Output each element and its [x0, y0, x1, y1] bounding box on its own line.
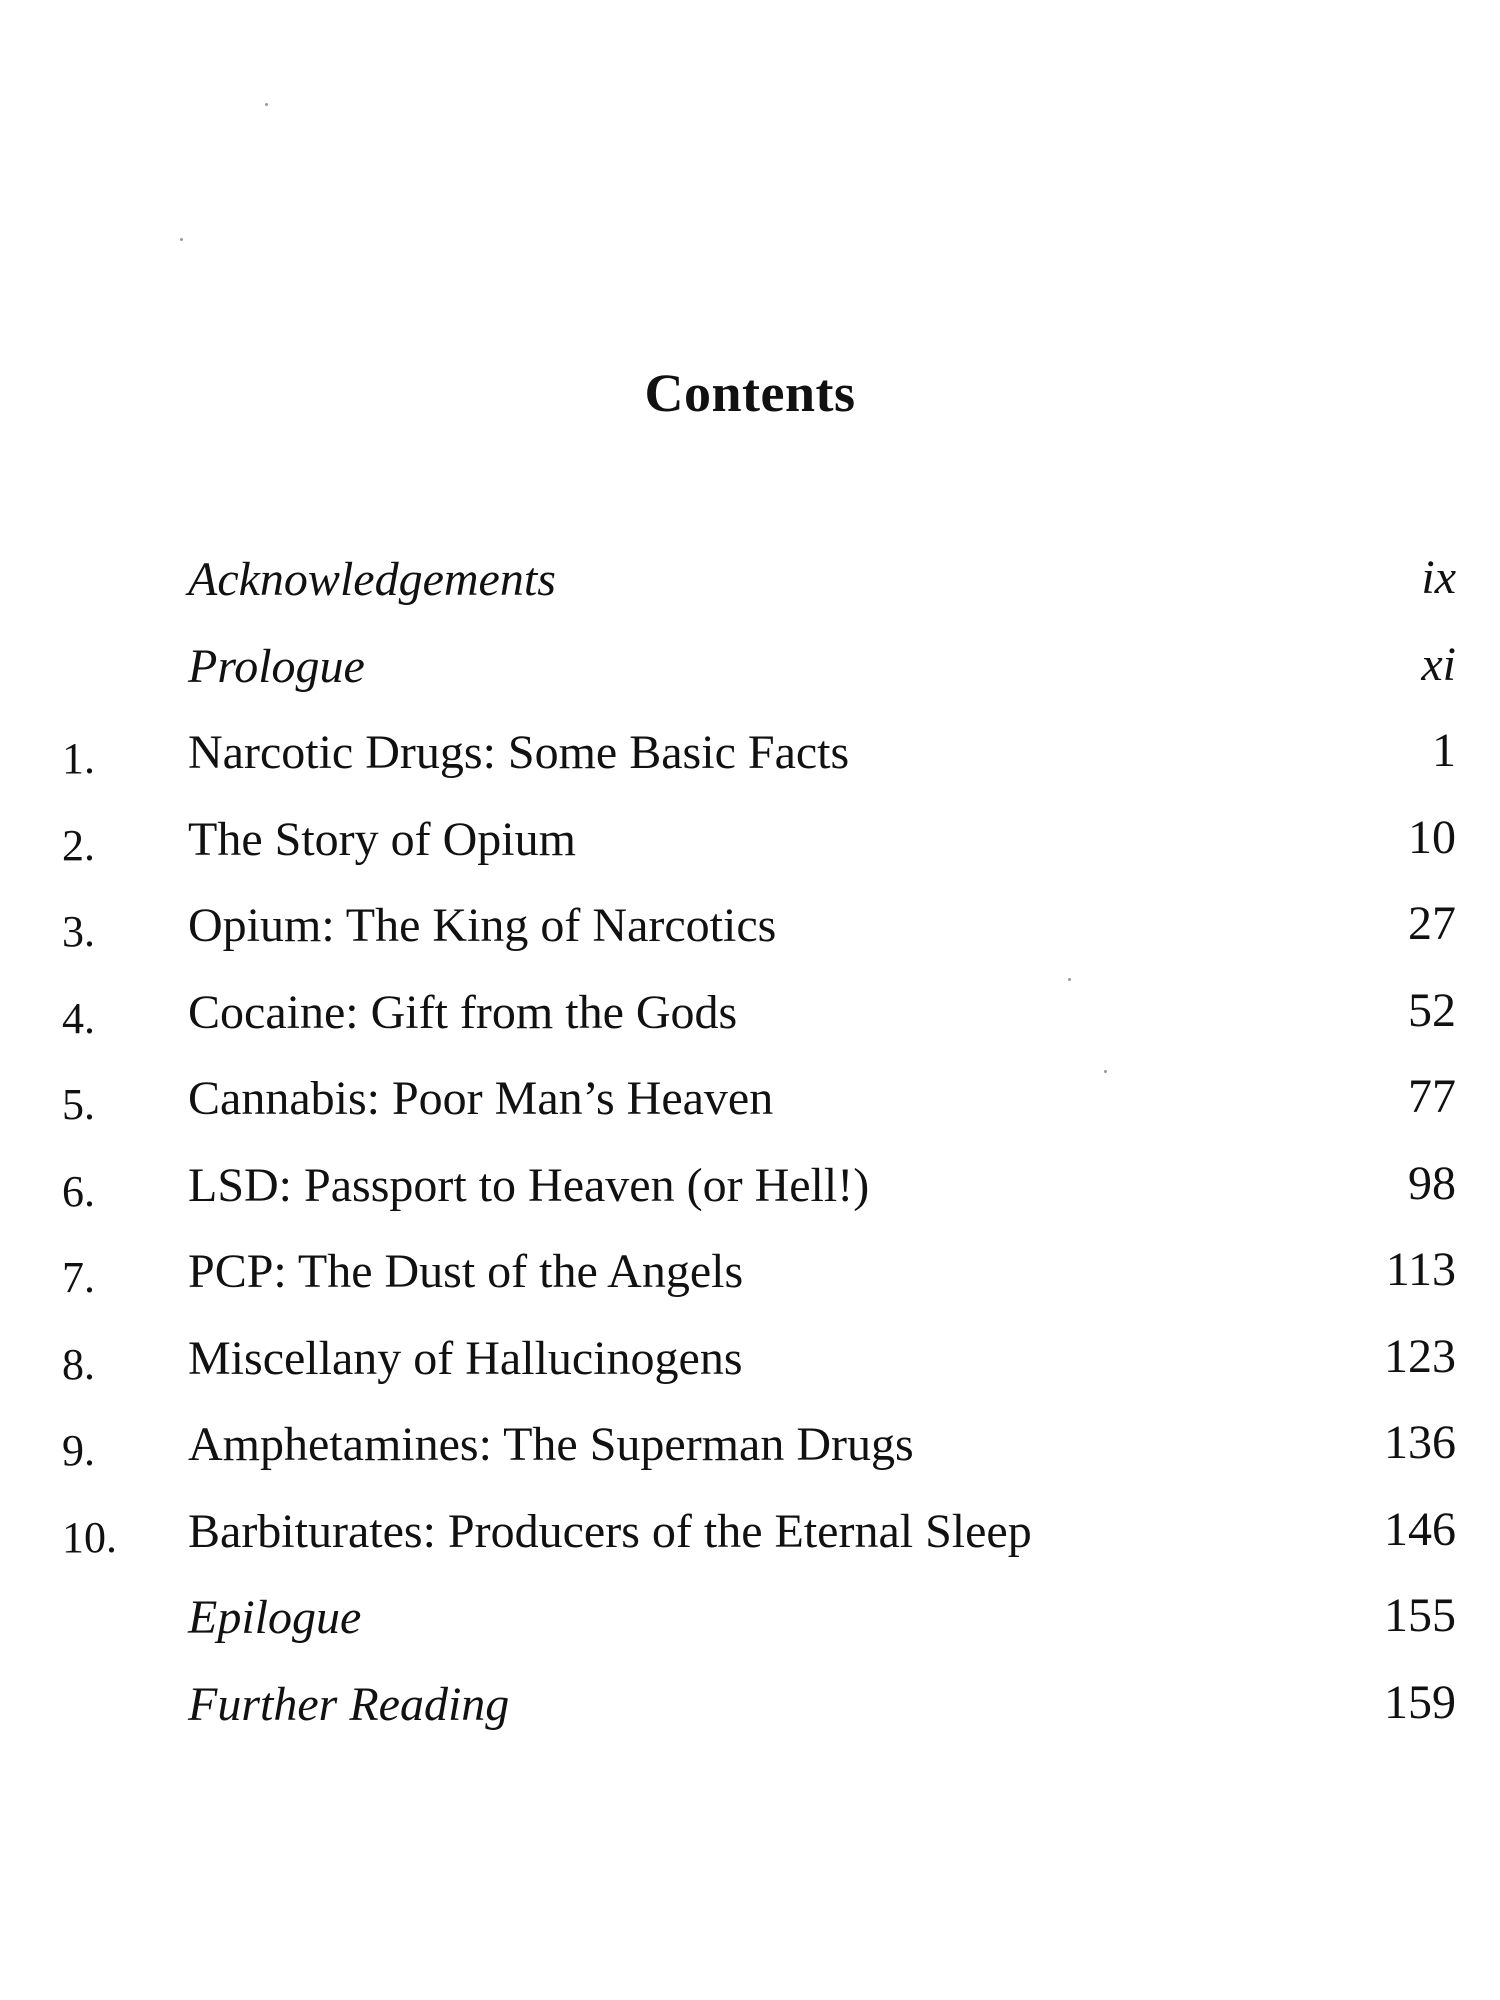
toc-entry-number: 9. [62, 1426, 95, 1475]
toc-entry-page: 113 [1385, 1243, 1456, 1296]
toc-entry-page: 159 [1384, 1675, 1456, 1729]
toc-entry [0, 713, 1500, 800]
toc-entry-page: ix [1421, 551, 1456, 604]
toc-entry-title: Amphetamines: The Superman Drugs [188, 1418, 914, 1471]
toc-entry [0, 800, 1500, 887]
toc-entry-title: The Story of Opium [188, 812, 576, 866]
toc-entry-number: 7. [62, 1253, 95, 1302]
toc-entry [0, 1405, 1500, 1492]
toc-entry [0, 540, 1500, 627]
toc-entry-page: 136 [1384, 1416, 1456, 1469]
toc-entry-number: 2. [62, 820, 95, 870]
toc-entry-page: 146 [1384, 1502, 1456, 1556]
toc-entry-title: Prologue [188, 639, 365, 693]
toc-entry-title: Narcotic Drugs: Some Basic Facts [188, 726, 850, 779]
toc-entry-page: 10 [1408, 810, 1456, 864]
toc-entry-page: 123 [1384, 1329, 1456, 1383]
paper-speck [180, 238, 183, 241]
toc-entry-page: xi [1421, 637, 1456, 691]
toc-entry-page: 155 [1384, 1589, 1456, 1642]
toc-entry-number: 8. [62, 1339, 95, 1389]
toc-entry-page: 1 [1432, 724, 1456, 777]
toc-entry [0, 1059, 1500, 1146]
toc-entry [0, 1492, 1500, 1579]
toc-entry-number: 4. [62, 993, 95, 1043]
toc-entry-page: 77 [1408, 1070, 1456, 1123]
toc-entry [0, 886, 1500, 973]
toc-entry-number: 10. [62, 1512, 117, 1562]
page-title: Contents [644, 363, 856, 423]
table-of-contents [0, 540, 1500, 1751]
toc-entry [0, 1578, 1500, 1665]
toc-entry [0, 1665, 1500, 1752]
toc-entry [0, 1146, 1500, 1233]
toc-entry [0, 973, 1500, 1060]
paper-speck [265, 103, 268, 106]
toc-entry-title: PCP: The Dust of the Angels [188, 1245, 744, 1298]
toc-entry-number: 5. [62, 1080, 95, 1129]
toc-entry-title: Opium: The King of Narcotics [188, 899, 777, 952]
toc-entry-title: Further Reading [188, 1677, 510, 1731]
toc-entry-title: Barbiturates: Producers of the Eternal Sleep [188, 1504, 1032, 1558]
toc-entry-title: Epilogue [188, 1591, 362, 1644]
toc-entry-title: Cocaine: Gift from the Gods [188, 985, 738, 1039]
toc-entry-page: 52 [1408, 983, 1456, 1037]
toc-entry-page: 27 [1408, 897, 1456, 950]
toc-entry-number: 1. [62, 734, 95, 783]
toc-entry [0, 1232, 1500, 1319]
toc-entry [0, 627, 1500, 714]
toc-entry-page: 98 [1408, 1156, 1456, 1210]
toc-entry-number: 6. [62, 1166, 95, 1216]
toc-entry-number: 3. [62, 907, 95, 956]
toc-entry-title: Cannabis: Poor Man’s Heaven [188, 1072, 774, 1125]
toc-entry-title: Acknowledgements [188, 553, 556, 606]
toc-entry-title: Miscellany of Hallucinogens [188, 1331, 743, 1385]
toc-entry [0, 1319, 1500, 1406]
toc-entry-title: LSD: Passport to Heaven (or Hell!) [188, 1158, 870, 1212]
